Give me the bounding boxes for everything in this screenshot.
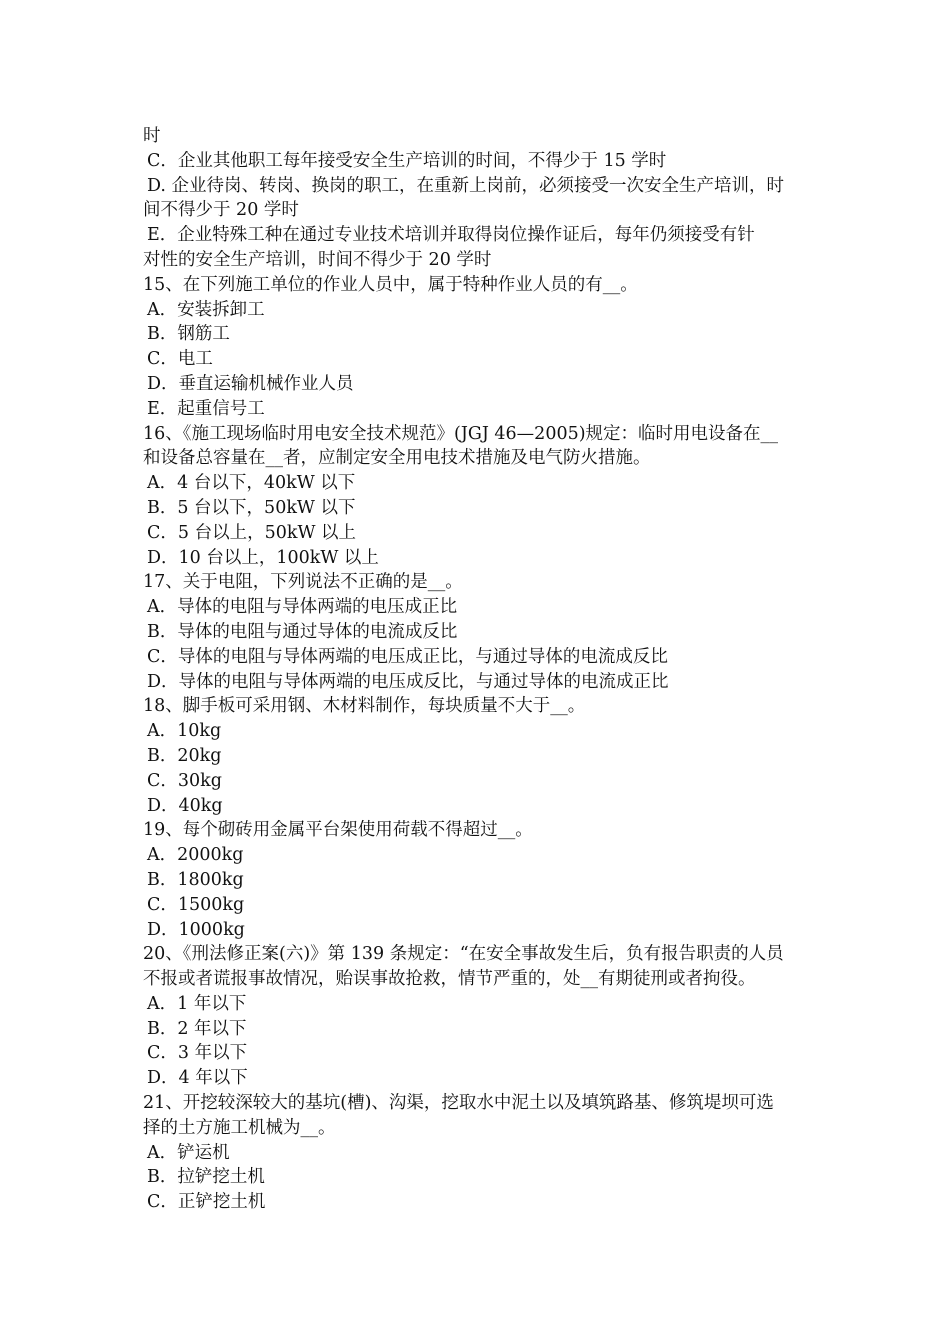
answer-option: A．导体的电阻与导体两端的电压成正比 [147, 597, 458, 618]
answer-option: B．拉铲挖土机 [147, 1167, 265, 1188]
answer-option: B．2 年以下 [147, 1018, 247, 1039]
continuation-line: 时 [143, 126, 161, 146]
answer-option: C．3 年以下 [147, 1043, 248, 1064]
answer-option: D．40kg [147, 795, 223, 816]
continuation-line: 间不得少于 20 学时 [143, 200, 299, 221]
answer-option: A．2000kg [147, 845, 244, 866]
answer-option: C．导体的电阻与导体两端的电压成正比，与通过导体的电流成反比 [147, 646, 668, 667]
answer-option: A．铲运机 [147, 1142, 230, 1163]
answer-option: D．10 台以上，100kW 以上 [147, 547, 379, 568]
answer-option: A．4 台以下，40kW 以下 [147, 473, 356, 494]
answer-option: B．1800kg [147, 869, 244, 890]
document-page [143, 124, 813, 1215]
answer-option: B．20kg [147, 745, 222, 766]
answer-option: A．1 年以下 [147, 993, 247, 1014]
question-stem: 20、《刑法修正案(六)》第 139 条规定：“在安全事故发生后，负有报告职责的人员 [143, 944, 784, 965]
answer-option: B．钢筋工 [147, 324, 230, 345]
answer-option: E．企业特殊工种在通过专业技术培训并取得岗位操作证后，每年仍须接受有针 [147, 225, 755, 246]
question-stem: 15、在下列施工单位的作业人员中，属于特种作业人员的有__。 [143, 274, 638, 295]
answer-option: E．起重信号工 [147, 398, 265, 419]
answer-option: B．导体的电阻与通过导体的电流成反比 [147, 621, 458, 642]
answer-option: C．企业其他职工每年接受安全生产培训的时间，不得少于 15 学时 [147, 150, 667, 171]
answer-option: D．垂直运输机械作业人员 [147, 373, 354, 394]
answer-option: C．正铲挖土机 [147, 1192, 266, 1213]
answer-option: B．5 台以下，50kW 以下 [147, 497, 356, 518]
question-stem: 18、脚手板可采用钢、木材料制作，每块质量不大于__。 [143, 696, 586, 717]
question-stem: 19、每个砌砖用金属平台架使用荷载不得超过__。 [143, 820, 533, 841]
answer-option: C．1500kg [147, 894, 245, 915]
answer-option: C．电工 [147, 349, 213, 370]
answer-option: C．30kg [147, 770, 222, 791]
question-stem: 16、《施工现场临时用电安全技术规范》(JGJ 46—2005)规定：临时用电设备在__ [143, 423, 779, 444]
answer-option: D. 企业待岗、转岗、换岗的职工，在重新上岗前，必须接受一次安全生产培训，时 [147, 175, 785, 196]
answer-option: C．5 台以上，50kW 以上 [147, 522, 357, 543]
continuation-line: 择的土方施工机械为__。 [143, 1117, 336, 1138]
answer-option: D．1000kg [147, 919, 245, 940]
answer-option: D．导体的电阻与导体两端的电压成反比，与通过导体的电流成正比 [147, 671, 669, 692]
continuation-line: 和设备总容量在__者，应制定安全用电技术措施及电气防火措施。 [143, 448, 651, 469]
question-stem: 21、开挖较深较大的基坑(槽)、沟渠，挖取水中泥土以及填筑路基、修筑堤坝可选 [143, 1093, 774, 1114]
question-stem: 17、关于电阻，下列说法不正确的是__。 [143, 572, 463, 593]
answer-option: A．10kg [147, 721, 222, 742]
answer-option: D．4 年以下 [147, 1068, 248, 1089]
answer-option: A．安装拆卸工 [147, 299, 265, 320]
continuation-line: 对性的安全生产培训，时间不得少于 20 学时 [143, 249, 492, 270]
continuation-line: 不报或者谎报事故情况，贻误事故抢救，情节严重的，处__有期徒刑或者拘役。 [143, 969, 756, 990]
